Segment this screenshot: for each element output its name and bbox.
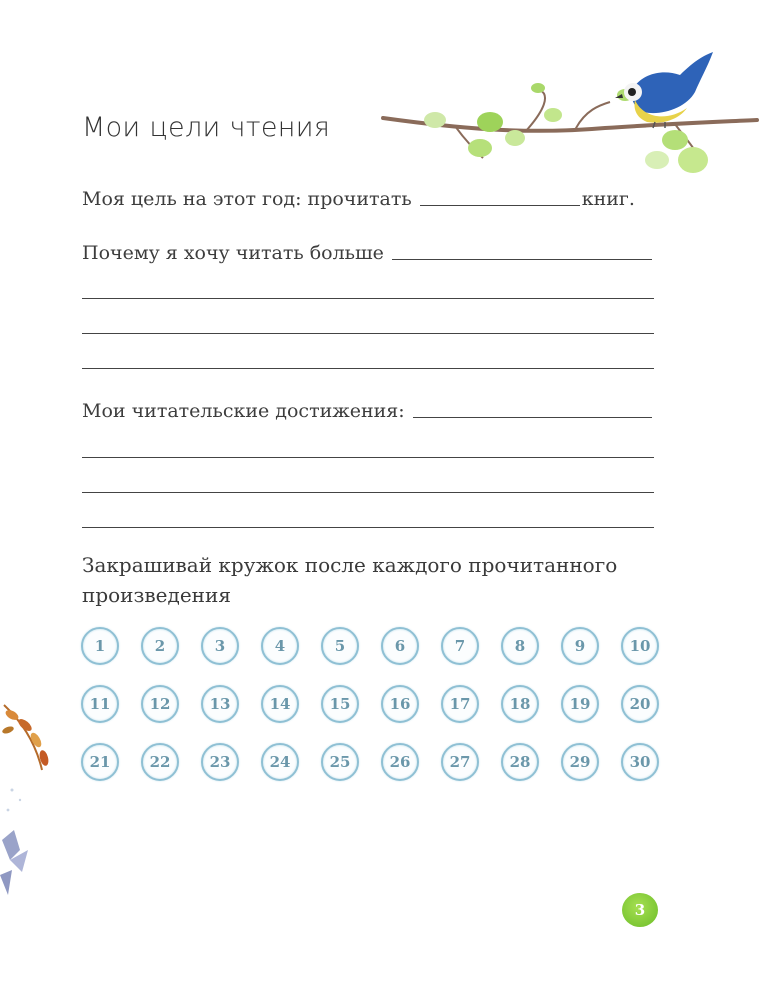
why-answer-line[interactable] xyxy=(392,258,652,260)
tracker-circle[interactable]: 29 xyxy=(561,743,599,781)
bird-on-branch-illustration xyxy=(375,40,759,190)
tracker-circle[interactable]: 5 xyxy=(321,627,359,665)
autumn-leaves-illustration xyxy=(0,700,60,910)
page-number-badge: 3 xyxy=(622,893,658,927)
tracker-circle[interactable]: 12 xyxy=(141,685,179,723)
tracker-circle[interactable]: 21 xyxy=(81,743,119,781)
achievements-answer-line-4[interactable] xyxy=(82,527,654,528)
goal-prefix-label: Моя цель на этот год: прочитать xyxy=(82,188,412,210)
tracker-circle[interactable]: 1 xyxy=(81,627,119,665)
tracker-circle[interactable]: 27 xyxy=(441,743,479,781)
why-answer-line-4[interactable] xyxy=(82,368,654,369)
tracker-circle[interactable]: 4 xyxy=(261,627,299,665)
goal-count-blank[interactable] xyxy=(420,204,580,206)
tracker-circle[interactable]: 23 xyxy=(201,743,239,781)
why-answer-line-3[interactable] xyxy=(82,333,654,334)
tracker-circle[interactable]: 9 xyxy=(561,627,599,665)
why-row xyxy=(82,242,654,264)
goal-suffix-label: книг. xyxy=(581,188,635,210)
achievements-answer-line-3[interactable] xyxy=(82,492,654,493)
tracker-circle[interactable]: 3 xyxy=(201,627,239,665)
why-label: Почему я хочу читать больше xyxy=(82,242,384,264)
tracker-circle[interactable]: 25 xyxy=(321,743,359,781)
tracker-circle[interactable]: 30 xyxy=(621,743,659,781)
tracker-circle[interactable]: 6 xyxy=(381,627,419,665)
instruction-text: Закрашивай кружок после каждого прочитанного произведения xyxy=(82,553,618,607)
why-answer-line-2[interactable] xyxy=(82,298,654,299)
tracker-circle[interactable]: 24 xyxy=(261,743,299,781)
tracker-circle[interactable]: 11 xyxy=(81,685,119,723)
tracker-circle[interactable]: 14 xyxy=(261,685,299,723)
page-title: Мои цели чтения xyxy=(82,112,331,143)
reading-tracker-grid xyxy=(81,627,661,781)
tracker-circle[interactable]: 7 xyxy=(441,627,479,665)
tracker-circle[interactable]: 18 xyxy=(501,685,539,723)
tracker-circle[interactable]: 17 xyxy=(441,685,479,723)
goal-row xyxy=(82,188,654,210)
tracker-circle[interactable]: 20 xyxy=(621,685,659,723)
tracker-circle[interactable]: 16 xyxy=(381,685,419,723)
tracker-circle[interactable]: 10 xyxy=(621,627,659,665)
tracker-circle[interactable]: 15 xyxy=(321,685,359,723)
achievements-row xyxy=(82,400,654,422)
achievements-answer-line[interactable] xyxy=(413,416,652,418)
tracker-circle[interactable]: 2 xyxy=(141,627,179,665)
achievements-answer-line-2[interactable] xyxy=(82,457,654,458)
tracker-circle[interactable]: 22 xyxy=(141,743,179,781)
achievements-label: Мои читательские достижения: xyxy=(82,400,405,422)
tracker-circle[interactable]: 26 xyxy=(381,743,419,781)
tracker-circle[interactable]: 13 xyxy=(201,685,239,723)
tracker-circle[interactable]: 8 xyxy=(501,627,539,665)
tracker-circle[interactable]: 28 xyxy=(501,743,539,781)
tracker-circle[interactable]: 19 xyxy=(561,685,599,723)
